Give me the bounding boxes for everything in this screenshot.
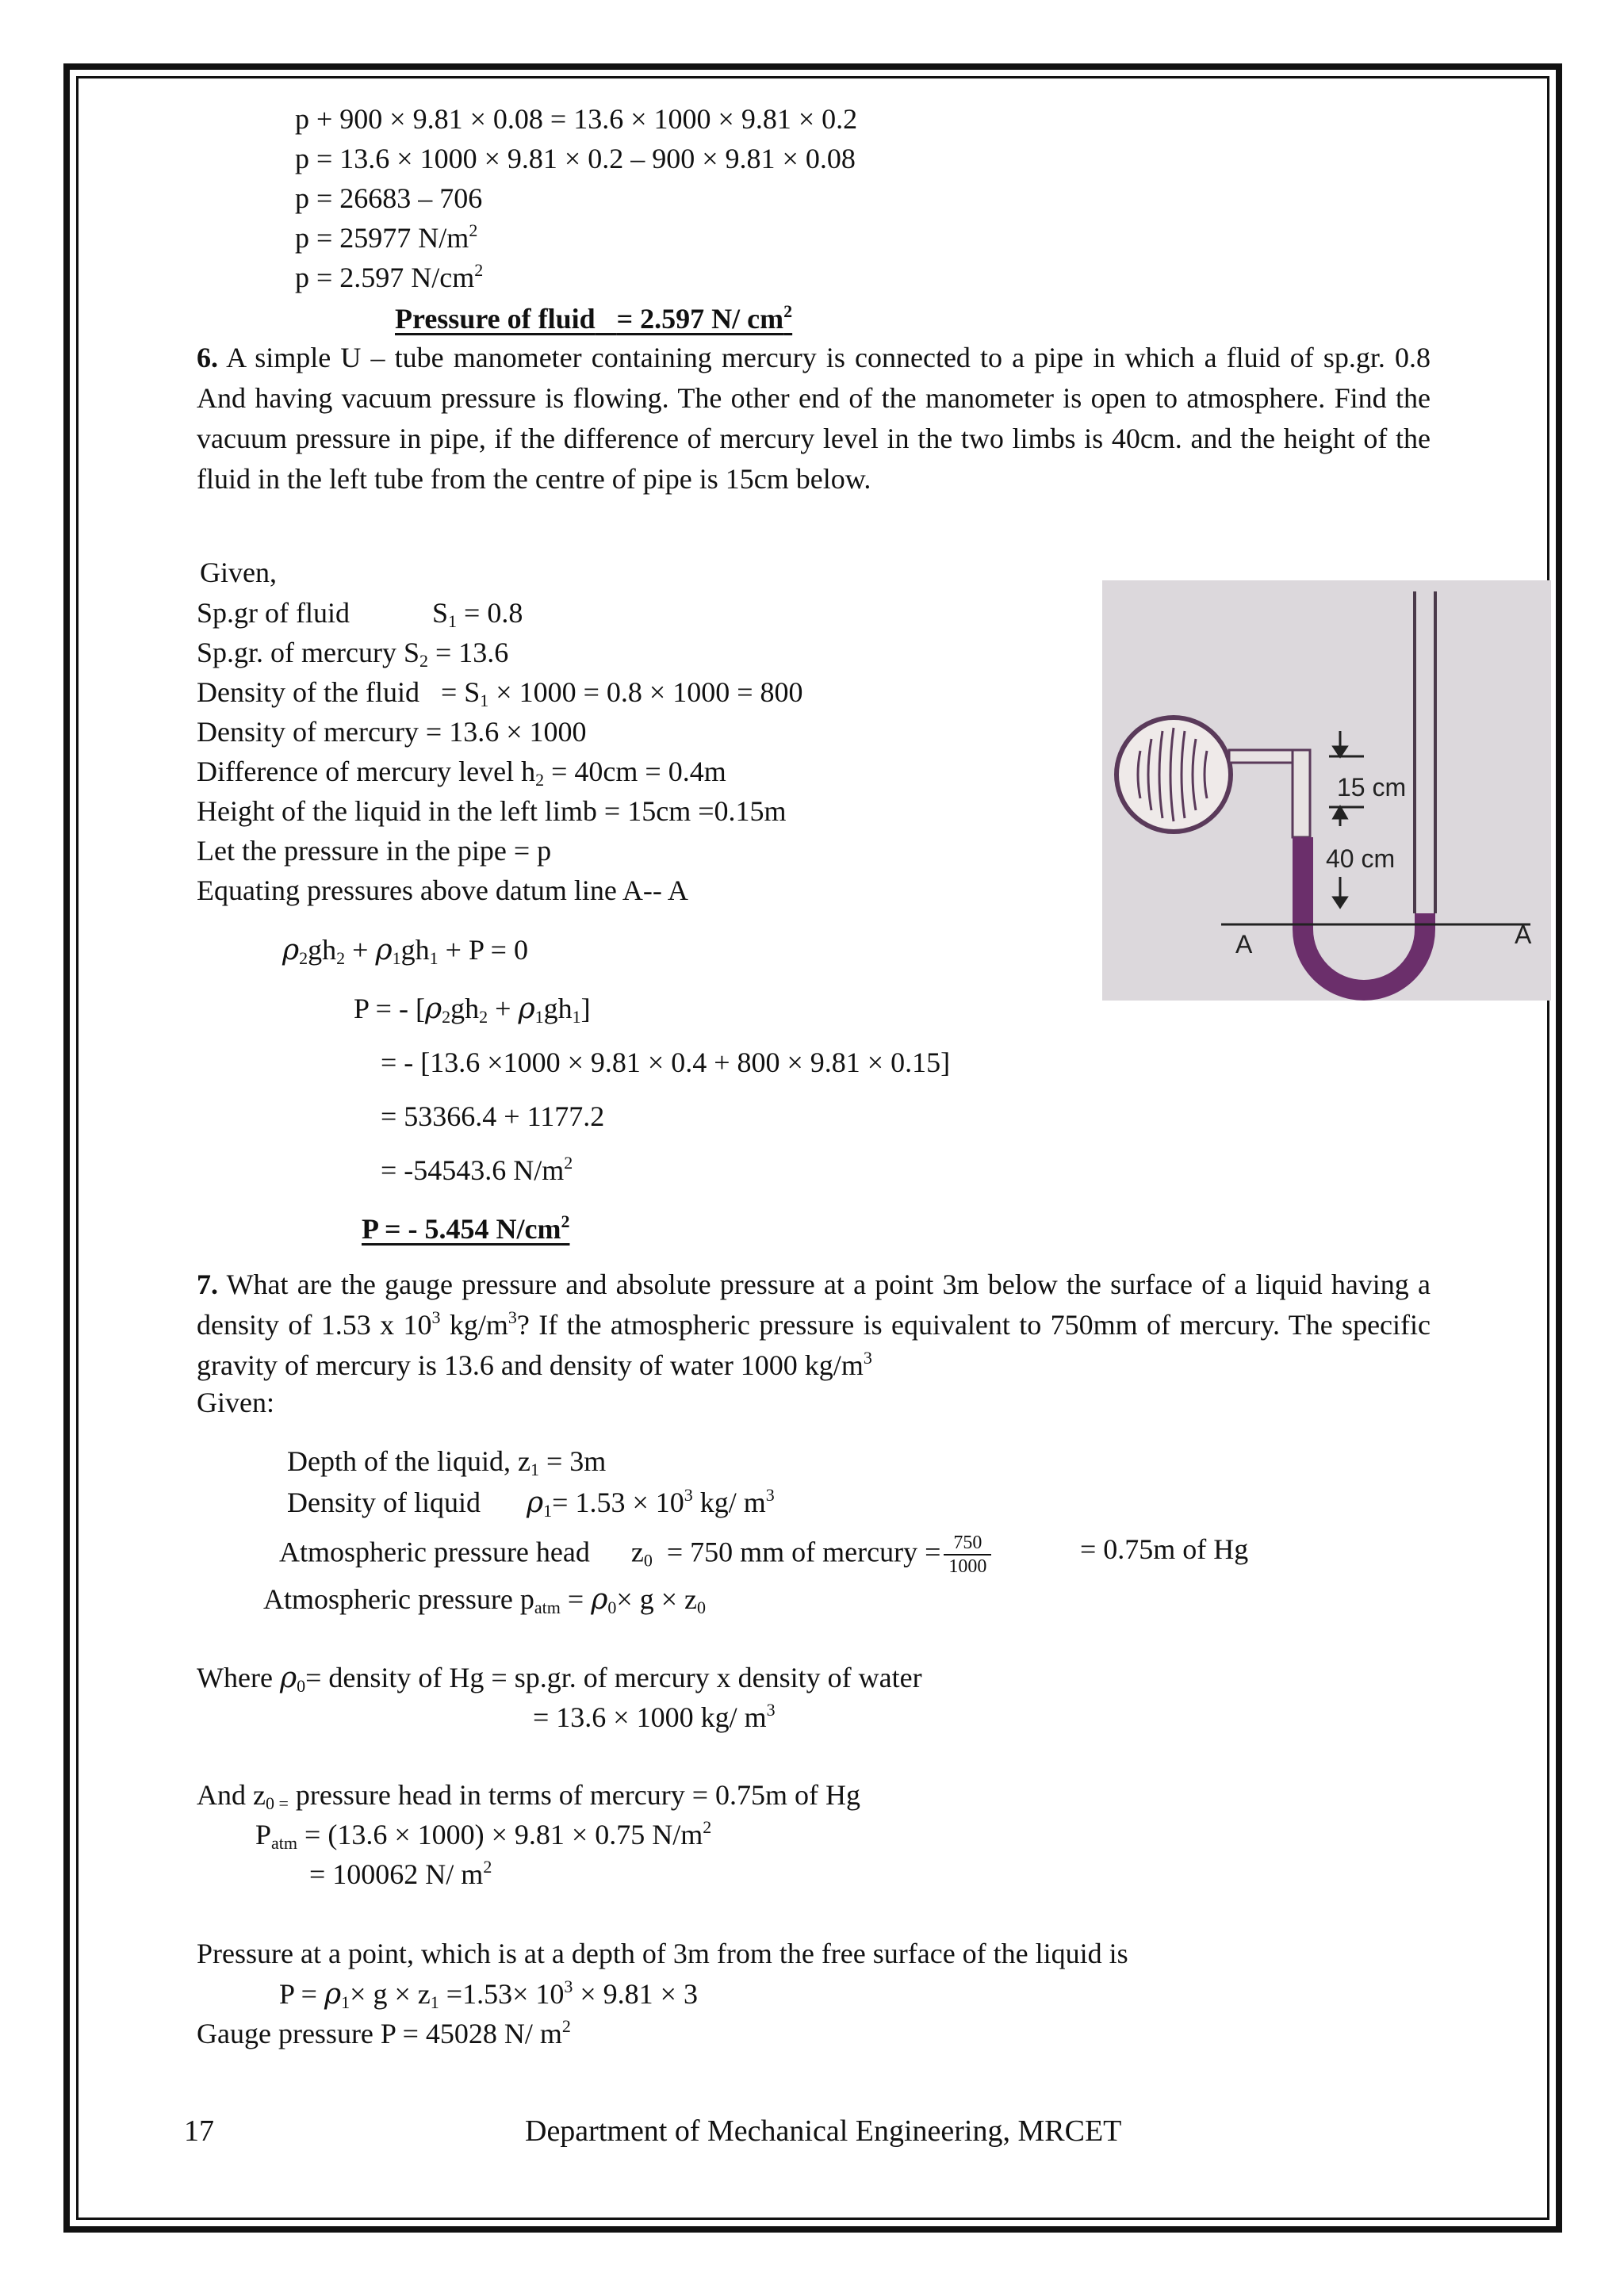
q6-answer: P = - 5.454 $N/cm^2$ [362, 1211, 570, 1245]
label-a-right: A [1515, 920, 1532, 949]
q7-patm-value: = 100062 N/ $m^2$ [309, 1857, 492, 1890]
calc-line-3: p = 26683 – 706 [295, 182, 483, 214]
q7-where-value: = 13.6 × 1000 kg/ $m^3$ [533, 1700, 776, 1733]
connecting-tube [1229, 750, 1297, 763]
manometer-diagram [1102, 580, 1551, 1001]
q6-equation-2: P = - $[\rho_2gh_2 + \rho_1gh_1]$ [354, 993, 591, 1027]
q7-depth: Depth of the liquid, $z_1 = 3m$ [287, 1445, 607, 1479]
q7-atm-head: Atmospheric pressure head $z_0 = 750$ mm of mercury = $\frac{750}{1000}$ [279, 1532, 991, 1578]
label-a-left: A [1235, 930, 1253, 959]
q7-patm-formula: Atmospheric pressure $p_{atm} = \rho_0\times g \times z_0$ [263, 1583, 706, 1617]
q6-given-line-2: Sp.gr. of mercury $S_2 = 13.6$ [197, 637, 509, 671]
label-40cm: 40 cm [1326, 844, 1396, 873]
page-number: 17 [184, 2114, 214, 2148]
q6-equation-4: = 53366.4 + 1177.2 [381, 1100, 605, 1132]
q6-given-line-1: Sp.gr of fluid $S_1 = 0.8$ [197, 597, 523, 631]
label-15cm: 15 cm [1337, 773, 1407, 802]
q7-and-z0: And $z_{0 =}$ pressure head in terms of mercury = 0.75m of Hg [197, 1779, 861, 1813]
q6-given-line-8: Equating pressures above datum line A-- A [197, 874, 688, 906]
q6-given-line-6: Height of the liquid in the left limb = 15cm =0.15m [197, 795, 787, 827]
q7-where: Where $\rho_0=$ density of Hg = sp.gr. of mercury x density of water [197, 1662, 922, 1696]
q7-density: Density of liquid $\rho_1= 1.53 \times 10^3$ kg/ $m^3$ [287, 1485, 775, 1521]
q7-pressure-formula: $P = \rho_1\times g \times z_1 =1.53\times 10^3 \times 9.81 \times 3$ [279, 1976, 698, 2012]
calc-line-1: p + 900 × 9.81 × 0.08 = 13.6 × 1000 × 9.81 × 0.2 [295, 103, 858, 135]
left-limb-fluid [1293, 750, 1310, 837]
q6-equation-5: = -54543.6 $N/m^2$ [381, 1153, 573, 1186]
fraction-750-1000: $\frac{750}{1000}$ [944, 1532, 991, 1578]
q7-atm-head-result: = 0.75m of Hg [1080, 1533, 1249, 1565]
q6-given-heading: Given, [200, 557, 277, 588]
q6-given-line-3: Density of the fluid = $S_1 \times 1000 = 0.8 \times 1000 = 800$ [197, 676, 803, 710]
calc-line-5: p = 2.597 $N/cm^2$ [295, 260, 484, 293]
calc-line-4: p = 25977 $N/m^2$ [295, 220, 478, 254]
q6-given-line-4: Density of mercury = 13.6 × 1000 [197, 716, 587, 748]
question-7-text: 7. What are the gauge pressure and absolute pressure at a point 3m below the surface of a liquid having a density of 1.53 x $10^3$ $kg/m^3$? If the atmospheric pressure is equivalent to 750mm of mercury. The specific gravity of mercury is 13.6 and density of water 1000 $kg/m^3$ [197, 1269, 1431, 1381]
footer-department: Department of Mechanical Engineering, MRCET [525, 2114, 1122, 2148]
q7-given-heading: Given: [197, 1387, 274, 1418]
q7-point-text: Pressure at a point, which is at a depth of 3m from the free surface of the liquid is [197, 1938, 1128, 1969]
calc-line-2: p = 13.6 × 1000 × 9.81 × 0.2 – 900 × 9.81 × 0.08 [295, 143, 856, 174]
q6-equation-3: = - [13.6 ×1000 × 9.81 × 0.4 + 800 × 9.81 × 0.15] [381, 1047, 951, 1078]
question-6-text: 6. A simple U – tube manometer containing mercury is connected to a pipe in which a fluid of sp.gr. 0.8 And having vacuum pressure is flowing. The other end of the manometer is open to atmosphere. Find the vacuum pressure in pipe, if the difference of mercury level in the two limbs is 40cm. and the height of the fluid in the left tube from the centre of pipe is 15cm below. [197, 342, 1431, 495]
q7-gauge-pressure: Gauge pressure P = 45028 N/ $m^2$ [197, 2016, 571, 2049]
result-pressure-of-fluid: Pressure of fluid = 2.597 N/ $cm^2$ [395, 301, 793, 335]
q6-equation-1: $\rho_2gh_2 + \rho_1gh_1 + P = 0$ [282, 934, 528, 968]
q7-patm-calc: $P_{atm} = (13.6 \times 1000) \times 9.81 \times 0.75$ $N/m^2$ [255, 1817, 712, 1853]
q6-given-line-5: Difference of mercury level $h_2 = 40cm = 0.4m$ [197, 756, 726, 790]
dimension-arrows [1329, 731, 1364, 907]
q6-given-line-7: Let the pressure in the pipe = p [197, 835, 552, 867]
manometer-figure [1102, 580, 1551, 1001]
